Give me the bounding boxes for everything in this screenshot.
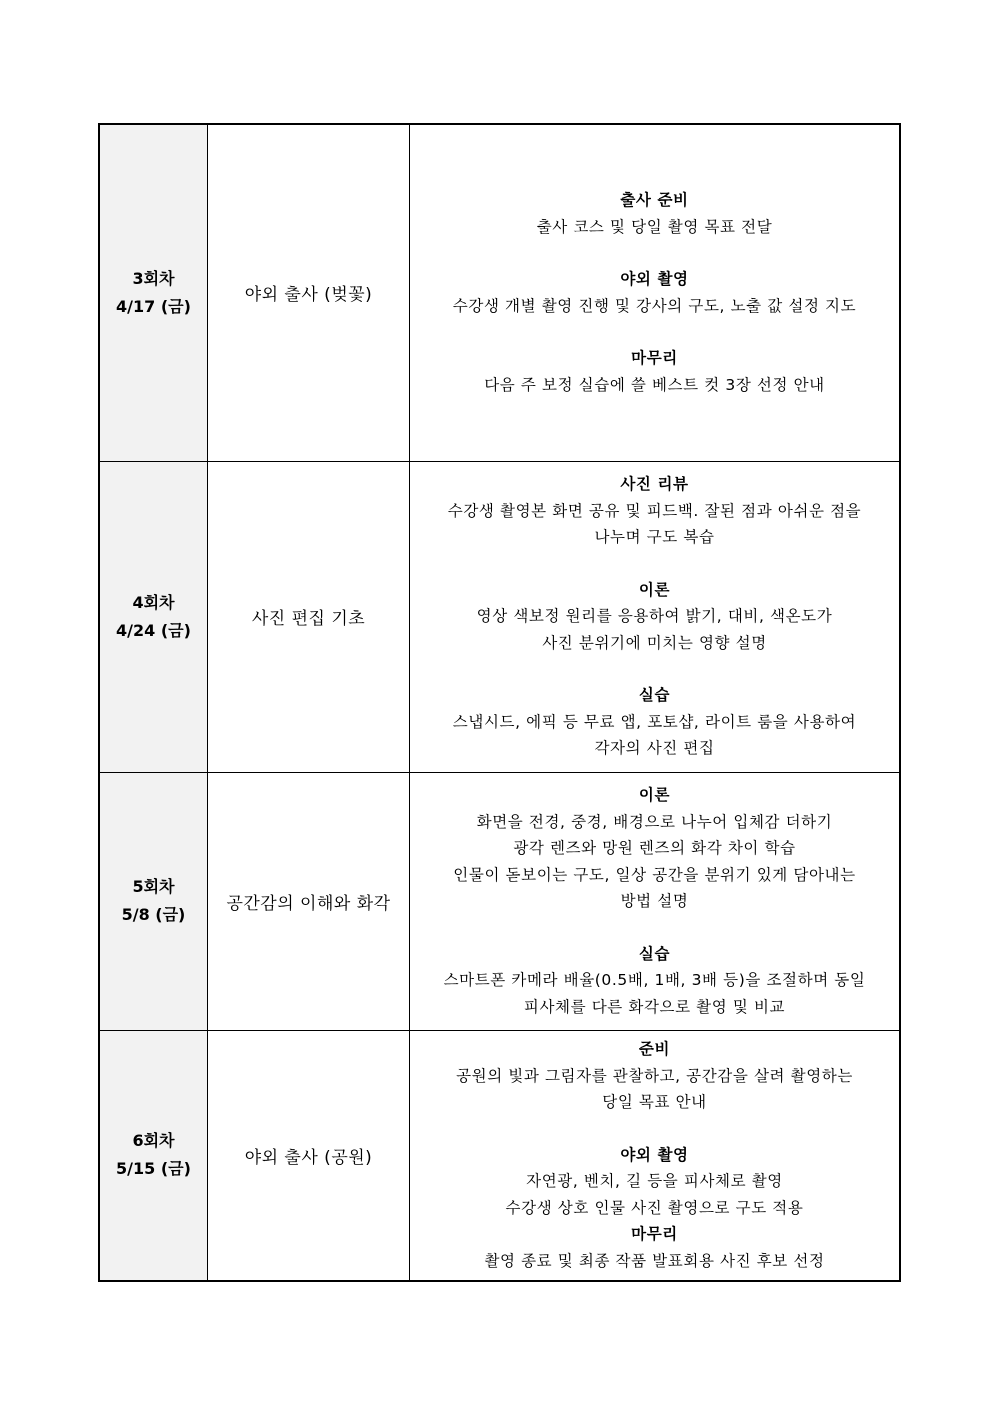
block-line: 영상 색보정 원리를 응용하여 밝기, 대비, 색온도가: [476, 607, 833, 626]
block-line: 스마트폰 카메라 배율(0.5배, 1배, 3배 등)을 조절하며 동일: [443, 971, 866, 989]
content-block: [410, 941, 899, 1021]
content-block: [410, 471, 899, 551]
block-line: 인물이 돋보이는 구도, 일상 공간을 분위기 있게 담아내는: [453, 865, 856, 884]
content-block: [410, 682, 899, 762]
block-heading: 준비: [638, 1040, 671, 1059]
block-line: 출사 코스 및 당일 촬영 목표 전달: [536, 217, 773, 236]
content-block: [410, 1036, 899, 1116]
session-content: [410, 772, 901, 1030]
content-block: [410, 187, 899, 240]
block-line: 다음 주 보정 실습에 쓸 베스트 컷 3장 선정 안내: [484, 375, 825, 394]
block-line: 각자의 사진 편집: [594, 739, 715, 758]
session-row: [99, 772, 900, 1030]
session-cell: [99, 772, 208, 1030]
session-content: [410, 124, 901, 461]
session-topic: 공간감의 이해와 화각: [208, 772, 410, 1030]
content-block: [410, 1221, 899, 1274]
block-heading: 마무리: [631, 349, 678, 368]
session-cell: [99, 1030, 208, 1281]
schedule-table: [98, 123, 901, 1282]
block-heading: 이론: [638, 580, 671, 599]
block-heading: 야외 촬영: [620, 1145, 689, 1164]
session-row: [99, 461, 900, 772]
block-heading: 사진 리뷰: [620, 475, 689, 494]
session-number: 3회차: [132, 268, 175, 288]
content-block: [410, 782, 899, 915]
block-line: 수강생 상호 인물 사진 촬영으로 구도 적용: [505, 1198, 804, 1217]
session-date: 5/15 (금): [116, 1159, 191, 1179]
block-heading: 실습: [638, 944, 671, 963]
block-heading: 이론: [638, 786, 671, 804]
session-content: [410, 1030, 901, 1281]
content-block: [410, 266, 899, 319]
content-block: [410, 577, 899, 657]
session-topic: 야외 출사 (벚꽃): [208, 124, 410, 461]
session-cell: [99, 124, 208, 461]
block-line: 피사체를 다른 화각으로 촬영 및 비교: [523, 997, 786, 1016]
block-line: 화면을 전경, 중경, 배경으로 나누어 입체감 더하기: [476, 812, 833, 831]
block-line: 나누며 구도 복습: [594, 528, 715, 547]
block-line: 스냅시드, 에픽 등 무료 앱, 포토샵, 라이트 룸을 사용하여: [452, 712, 857, 731]
block-heading: 실습: [638, 686, 671, 705]
session-date: 5/8 (금): [121, 905, 186, 924]
session-topic: 사진 편집 기초: [208, 461, 410, 772]
block-line: 수강생 촬영본 화면 공유 및 피드백. 잘된 점과 아쉬운 점을: [447, 501, 862, 520]
block-line: 자연광, 벤치, 길 등을 피사체로 촬영: [526, 1172, 783, 1191]
block-line: 사진 분위기에 미치는 영향 설명: [542, 633, 767, 652]
block-heading: 야외 촬영: [620, 270, 689, 289]
block-heading: 출사 준비: [620, 191, 689, 210]
block-line: 방법 설명: [620, 892, 689, 910]
block-heading: 마무리: [631, 1225, 678, 1244]
block-line: 수강생 개별 촬영 진행 및 강사의 구도, 노출 값 설정 지도: [452, 296, 857, 315]
session-date: 4/17 (금): [116, 296, 191, 316]
session-content: [410, 461, 901, 772]
session-row: [99, 124, 900, 461]
session-date: 4/24 (금): [116, 620, 191, 640]
block-line: 촬영 종료 및 최종 작품 발표회용 사진 후보 선정: [484, 1251, 825, 1270]
session-number: 4회차: [132, 592, 175, 612]
content-block: [410, 1142, 899, 1222]
session-topic: 야외 출사 (공원): [208, 1030, 410, 1281]
block-line: 공원의 빛과 그림자를 관찰하고, 공간감을 살려 촬영하는: [456, 1066, 853, 1085]
session-number: 6회차: [132, 1131, 175, 1151]
content-block: [410, 345, 899, 398]
session-row: [99, 1030, 900, 1281]
block-line: 당일 목표 안내: [602, 1093, 707, 1112]
block-line: 광각 렌즈와 망원 렌즈의 화각 차이 학습: [513, 839, 796, 857]
session-number: 5회차: [132, 877, 175, 896]
session-cell: [99, 461, 208, 772]
